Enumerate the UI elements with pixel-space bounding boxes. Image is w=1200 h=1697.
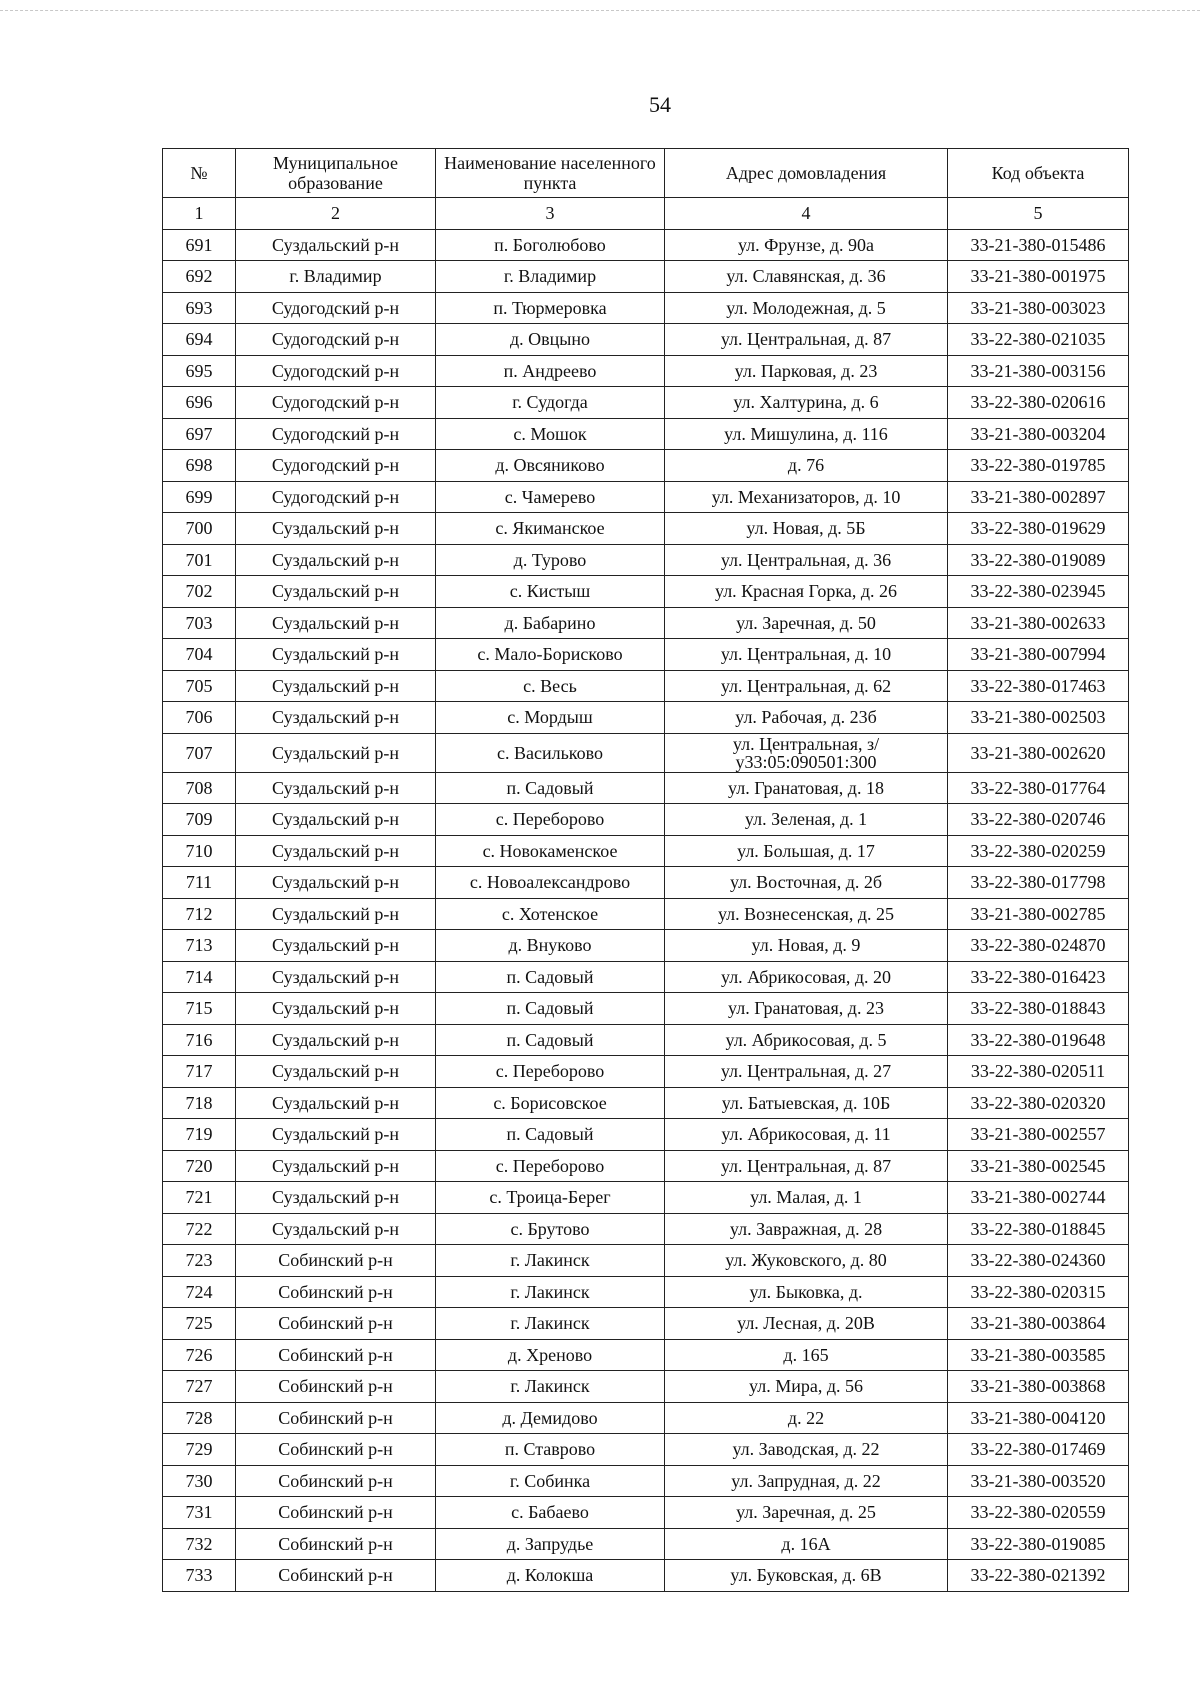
cell-object-code: 33-21-380-002545 — [948, 1150, 1129, 1182]
cell-object-code: 33-21-380-003023 — [948, 292, 1129, 324]
cell-number: 696 — [163, 387, 236, 419]
cell-settlement: п. Тюрмеровка — [436, 292, 665, 324]
cell-number: 732 — [163, 1528, 236, 1560]
cell-address: ул. Фрунзе, д. 90а — [665, 229, 948, 261]
cell-object-code: 33-22-380-021035 — [948, 324, 1129, 356]
table-body — [163, 229, 1129, 1591]
column-number: 5 — [948, 198, 1129, 230]
cell-settlement: п. Садовый — [436, 993, 665, 1025]
cell-object-code: 33-21-380-007994 — [948, 639, 1129, 671]
cell-address: ул. Быковка, д. — [665, 1276, 948, 1308]
table-row — [163, 670, 1129, 702]
cell-number: 733 — [163, 1560, 236, 1592]
cell-address: ул. Запрудная, д. 22 — [665, 1465, 948, 1497]
cell-object-code: 33-21-380-015486 — [948, 229, 1129, 261]
cell-number: 718 — [163, 1087, 236, 1119]
registry-table — [162, 148, 1129, 1592]
cell-municipality: Судогодский р-н — [236, 387, 436, 419]
table-row — [163, 292, 1129, 324]
cell-address: д. 22 — [665, 1402, 948, 1434]
cell-address: ул. Центральная, д. 36 — [665, 544, 948, 576]
table-row — [163, 1119, 1129, 1151]
cell-object-code: 33-22-380-018845 — [948, 1213, 1129, 1245]
cell-municipality: Судогодский р-н — [236, 324, 436, 356]
table-row — [163, 1308, 1129, 1340]
cell-number: 717 — [163, 1056, 236, 1088]
cell-settlement: с. Чамерево — [436, 481, 665, 513]
cell-settlement: д. Демидово — [436, 1402, 665, 1434]
cell-number: 723 — [163, 1245, 236, 1277]
table-row — [163, 1245, 1129, 1277]
header-municipality: Муниципальное образование — [236, 149, 436, 198]
cell-settlement: г. Лакинск — [436, 1371, 665, 1403]
cell-settlement: с. Мордыш — [436, 702, 665, 734]
cell-number: 694 — [163, 324, 236, 356]
cell-number: 699 — [163, 481, 236, 513]
cell-municipality: Собинский р-н — [236, 1276, 436, 1308]
table-row — [163, 261, 1129, 293]
cell-address: ул. Центральная, д. 27 — [665, 1056, 948, 1088]
table-row — [163, 481, 1129, 513]
cell-address: ул. Парковая, д. 23 — [665, 355, 948, 387]
cell-object-code: 33-21-380-002897 — [948, 481, 1129, 513]
cell-municipality: Суздальский р-н — [236, 1182, 436, 1214]
scan-top-edge — [0, 10, 1200, 11]
cell-object-code: 33-22-380-019085 — [948, 1528, 1129, 1560]
cell-address: ул. Батыевская, д. 10Б — [665, 1087, 948, 1119]
cell-object-code: 33-21-380-002503 — [948, 702, 1129, 734]
cell-settlement: с. Переборово — [436, 1150, 665, 1182]
cell-object-code: 33-22-380-016423 — [948, 961, 1129, 993]
cell-settlement: с. Переборово — [436, 1056, 665, 1088]
cell-settlement: с. Борисовское — [436, 1087, 665, 1119]
cell-object-code: 33-22-380-024360 — [948, 1245, 1129, 1277]
cell-object-code: 33-22-380-020559 — [948, 1497, 1129, 1529]
table-row — [163, 576, 1129, 608]
table-row — [163, 1056, 1129, 1088]
cell-object-code: 33-22-380-023945 — [948, 576, 1129, 608]
table-row — [163, 1024, 1129, 1056]
table-row — [163, 733, 1129, 772]
cell-municipality: Собинский р-н — [236, 1560, 436, 1592]
cell-number: 703 — [163, 607, 236, 639]
cell-settlement: с. Якиманское — [436, 513, 665, 545]
cell-settlement: с. Весь — [436, 670, 665, 702]
cell-number: 730 — [163, 1465, 236, 1497]
cell-address: ул. Гранатовая, д. 23 — [665, 993, 948, 1025]
page-number: 54 — [649, 92, 671, 117]
cell-object-code: 33-22-380-018843 — [948, 993, 1129, 1025]
cell-address: ул. Механизаторов, д. 10 — [665, 481, 948, 513]
cell-object-code: 33-21-380-003585 — [948, 1339, 1129, 1371]
table-row — [163, 961, 1129, 993]
table-row — [163, 387, 1129, 419]
cell-number: 692 — [163, 261, 236, 293]
header-address: Адрес домовладения — [665, 149, 948, 198]
cell-address: ул. Центральная, з/у33:05:090501:300 — [665, 733, 948, 772]
cell-number: 722 — [163, 1213, 236, 1245]
header-number: № — [163, 149, 236, 198]
cell-address: ул. Новая, д. 9 — [665, 930, 948, 962]
table-row — [163, 1150, 1129, 1182]
cell-settlement: с. Переборово — [436, 804, 665, 836]
cell-object-code: 33-22-380-020746 — [948, 804, 1129, 836]
cell-settlement: с. Брутово — [436, 1213, 665, 1245]
cell-number: 716 — [163, 1024, 236, 1056]
cell-settlement: г. Лакинск — [436, 1276, 665, 1308]
cell-settlement: д. Овсяниково — [436, 450, 665, 482]
table-row — [163, 607, 1129, 639]
cell-address: д. 16А — [665, 1528, 948, 1560]
cell-address: д. 165 — [665, 1339, 948, 1371]
cell-number: 705 — [163, 670, 236, 702]
cell-number: 707 — [163, 733, 236, 772]
cell-settlement: д. Турово — [436, 544, 665, 576]
cell-object-code: 33-22-380-019785 — [948, 450, 1129, 482]
cell-address: ул. Заводская, д. 22 — [665, 1434, 948, 1466]
cell-object-code: 33-21-380-003520 — [948, 1465, 1129, 1497]
table-row — [163, 1371, 1129, 1403]
cell-object-code: 33-22-380-020616 — [948, 387, 1129, 419]
table-row — [163, 1339, 1129, 1371]
cell-number: 693 — [163, 292, 236, 324]
cell-municipality: Собинский р-н — [236, 1528, 436, 1560]
cell-address: ул. Гранатовая, д. 18 — [665, 772, 948, 804]
cell-settlement: д. Бабарино — [436, 607, 665, 639]
cell-number: 708 — [163, 772, 236, 804]
cell-settlement: с. Васильково — [436, 733, 665, 772]
cell-municipality: Судогодский р-н — [236, 418, 436, 450]
cell-municipality: Суздальский р-н — [236, 607, 436, 639]
column-number: 1 — [163, 198, 236, 230]
cell-municipality: Суздальский р-н — [236, 670, 436, 702]
cell-object-code: 33-22-380-020511 — [948, 1056, 1129, 1088]
table-row — [163, 1276, 1129, 1308]
cell-object-code: 33-22-380-017798 — [948, 867, 1129, 899]
cell-settlement: г. Лакинск — [436, 1308, 665, 1340]
cell-address: ул. Лесная, д. 20В — [665, 1308, 948, 1340]
table-row — [163, 1560, 1129, 1592]
cell-municipality: Суздальский р-н — [236, 639, 436, 671]
cell-number: 726 — [163, 1339, 236, 1371]
cell-address: ул. Буковская, д. 6В — [665, 1560, 948, 1592]
table-row — [163, 1434, 1129, 1466]
table-row — [163, 229, 1129, 261]
cell-municipality: Суздальский р-н — [236, 544, 436, 576]
cell-address: ул. Мишулина, д. 116 — [665, 418, 948, 450]
cell-municipality: Собинский р-н — [236, 1371, 436, 1403]
cell-municipality: Суздальский р-н — [236, 1213, 436, 1245]
cell-settlement: с. Троица-Берег — [436, 1182, 665, 1214]
cell-municipality: Суздальский р-н — [236, 1087, 436, 1119]
table-row — [163, 993, 1129, 1025]
table-row — [163, 804, 1129, 836]
table-row — [163, 355, 1129, 387]
cell-municipality: Собинский р-н — [236, 1402, 436, 1434]
cell-number: 719 — [163, 1119, 236, 1151]
cell-number: 714 — [163, 961, 236, 993]
table-row — [163, 1402, 1129, 1434]
cell-object-code: 33-22-380-019629 — [948, 513, 1129, 545]
cell-settlement: п. Боголюбово — [436, 229, 665, 261]
cell-municipality: Суздальский р-н — [236, 229, 436, 261]
cell-settlement: г. Собинка — [436, 1465, 665, 1497]
cell-settlement: д. Колокша — [436, 1560, 665, 1592]
cell-municipality: Судогодский р-н — [236, 450, 436, 482]
cell-address: ул. Восточная, д. 2б — [665, 867, 948, 899]
cell-municipality: Суздальский р-н — [236, 1024, 436, 1056]
cell-municipality: Собинский р-н — [236, 1465, 436, 1497]
cell-address: ул. Славянская, д. 36 — [665, 261, 948, 293]
table-header-row — [163, 149, 1129, 198]
cell-object-code: 33-21-380-003868 — [948, 1371, 1129, 1403]
cell-settlement: п. Садовый — [436, 1119, 665, 1151]
cell-object-code: 33-21-380-003156 — [948, 355, 1129, 387]
table-row — [163, 544, 1129, 576]
cell-municipality: Собинский р-н — [236, 1308, 436, 1340]
table-row — [163, 1465, 1129, 1497]
cell-number: 706 — [163, 702, 236, 734]
cell-address: ул. Завражная, д. 28 — [665, 1213, 948, 1245]
cell-number: 695 — [163, 355, 236, 387]
cell-settlement: д. Овцыно — [436, 324, 665, 356]
cell-settlement: д. Запрудье — [436, 1528, 665, 1560]
table-row — [163, 450, 1129, 482]
cell-address: ул. Жуковского, д. 80 — [665, 1245, 948, 1277]
cell-number: 724 — [163, 1276, 236, 1308]
cell-municipality: Суздальский р-н — [236, 835, 436, 867]
cell-number: 712 — [163, 898, 236, 930]
cell-number: 711 — [163, 867, 236, 899]
cell-number: 698 — [163, 450, 236, 482]
cell-municipality: Суздальский р-н — [236, 733, 436, 772]
table-row — [163, 1182, 1129, 1214]
cell-object-code: 33-21-380-002785 — [948, 898, 1129, 930]
cell-settlement: с. Мало-Борисково — [436, 639, 665, 671]
cell-object-code: 33-22-380-017469 — [948, 1434, 1129, 1466]
column-number: 4 — [665, 198, 948, 230]
cell-municipality: Собинский р-н — [236, 1245, 436, 1277]
cell-settlement: п. Садовый — [436, 1024, 665, 1056]
cell-object-code: 33-22-380-020315 — [948, 1276, 1129, 1308]
cell-address: д. 76 — [665, 450, 948, 482]
cell-number: 727 — [163, 1371, 236, 1403]
cell-number: 731 — [163, 1497, 236, 1529]
cell-object-code: 33-21-380-002620 — [948, 733, 1129, 772]
table-row — [163, 1213, 1129, 1245]
cell-number: 709 — [163, 804, 236, 836]
cell-municipality: Суздальский р-н — [236, 576, 436, 608]
cell-settlement: д. Хреново — [436, 1339, 665, 1371]
table-row — [163, 324, 1129, 356]
cell-address: ул. Новая, д. 5Б — [665, 513, 948, 545]
cell-number: 702 — [163, 576, 236, 608]
cell-settlement: п. Ставрово — [436, 1434, 665, 1466]
cell-settlement: г. Владимир — [436, 261, 665, 293]
cell-settlement: г. Лакинск — [436, 1245, 665, 1277]
cell-municipality: Собинский р-н — [236, 1434, 436, 1466]
cell-address: ул. Абрикосовая, д. 11 — [665, 1119, 948, 1151]
cell-object-code: 33-22-380-020320 — [948, 1087, 1129, 1119]
column-number-row — [163, 198, 1129, 230]
cell-object-code: 33-22-380-017764 — [948, 772, 1129, 804]
cell-address: ул. Красная Горка, д. 26 — [665, 576, 948, 608]
cell-municipality: Суздальский р-н — [236, 898, 436, 930]
cell-number: 715 — [163, 993, 236, 1025]
cell-object-code: 33-22-380-019648 — [948, 1024, 1129, 1056]
cell-municipality: Суздальский р-н — [236, 804, 436, 836]
cell-settlement: п. Садовый — [436, 772, 665, 804]
cell-address: ул. Абрикосовая, д. 5 — [665, 1024, 948, 1056]
cell-municipality: Судогодский р-н — [236, 292, 436, 324]
table-row — [163, 702, 1129, 734]
cell-municipality: г. Владимир — [236, 261, 436, 293]
cell-municipality: Суздальский р-н — [236, 1119, 436, 1151]
cell-municipality: Суздальский р-н — [236, 772, 436, 804]
cell-settlement: с. Новокаменское — [436, 835, 665, 867]
column-number: 2 — [236, 198, 436, 230]
cell-address: ул. Зеленая, д. 1 — [665, 804, 948, 836]
cell-settlement: п. Андреево — [436, 355, 665, 387]
cell-address: ул. Центральная, д. 87 — [665, 324, 948, 356]
cell-number: 710 — [163, 835, 236, 867]
cell-object-code: 33-22-380-020259 — [948, 835, 1129, 867]
cell-number: 728 — [163, 1402, 236, 1434]
cell-address: ул. Центральная, д. 10 — [665, 639, 948, 671]
cell-municipality: Судогодский р-н — [236, 355, 436, 387]
cell-object-code: 33-22-380-017463 — [948, 670, 1129, 702]
cell-address: ул. Центральная, д. 62 — [665, 670, 948, 702]
cell-settlement: с. Мошок — [436, 418, 665, 450]
table-row — [163, 639, 1129, 671]
cell-object-code: 33-21-380-002744 — [948, 1182, 1129, 1214]
cell-address: ул. Рабочая, д. 23б — [665, 702, 948, 734]
cell-municipality: Суздальский р-н — [236, 513, 436, 545]
cell-municipality: Суздальский р-н — [236, 961, 436, 993]
cell-object-code: 33-22-380-021392 — [948, 1560, 1129, 1592]
cell-number: 697 — [163, 418, 236, 450]
cell-number: 729 — [163, 1434, 236, 1466]
cell-object-code: 33-21-380-004120 — [948, 1402, 1129, 1434]
cell-municipality: Собинский р-н — [236, 1497, 436, 1529]
cell-address: ул. Центральная, д. 87 — [665, 1150, 948, 1182]
cell-municipality: Судогодский р-н — [236, 481, 436, 513]
cell-object-code: 33-22-380-019089 — [948, 544, 1129, 576]
cell-settlement: п. Садовый — [436, 961, 665, 993]
column-number: 3 — [436, 198, 665, 230]
table-row — [163, 418, 1129, 450]
table-row — [163, 930, 1129, 962]
cell-address: ул. Абрикосовая, д. 20 — [665, 961, 948, 993]
cell-municipality: Суздальский р-н — [236, 1056, 436, 1088]
cell-municipality: Собинский р-н — [236, 1339, 436, 1371]
cell-number: 701 — [163, 544, 236, 576]
table-row — [163, 1528, 1129, 1560]
header-settlement: Наименование населенного пункта — [436, 149, 665, 198]
table-row — [163, 835, 1129, 867]
table-row — [163, 513, 1129, 545]
cell-address: ул. Заречная, д. 25 — [665, 1497, 948, 1529]
cell-object-code: 33-21-380-003864 — [948, 1308, 1129, 1340]
table-row — [163, 1087, 1129, 1119]
table-row — [163, 898, 1129, 930]
cell-number: 721 — [163, 1182, 236, 1214]
table-row — [163, 867, 1129, 899]
cell-number: 691 — [163, 229, 236, 261]
cell-address: ул. Халтурина, д. 6 — [665, 387, 948, 419]
header-object-code: Код объекта — [948, 149, 1129, 198]
cell-number: 713 — [163, 930, 236, 962]
cell-municipality: Суздальский р-н — [236, 993, 436, 1025]
cell-number: 704 — [163, 639, 236, 671]
cell-settlement: д. Внуково — [436, 930, 665, 962]
cell-address: ул. Мира, д. 56 — [665, 1371, 948, 1403]
cell-number: 725 — [163, 1308, 236, 1340]
cell-municipality: Суздальский р-н — [236, 867, 436, 899]
table-row — [163, 772, 1129, 804]
cell-municipality: Суздальский р-н — [236, 1150, 436, 1182]
cell-address: ул. Большая, д. 17 — [665, 835, 948, 867]
cell-number: 700 — [163, 513, 236, 545]
cell-object-code: 33-21-380-002557 — [948, 1119, 1129, 1151]
cell-address: ул. Вознесенская, д. 25 — [665, 898, 948, 930]
cell-object-code: 33-22-380-024870 — [948, 930, 1129, 962]
cell-municipality: Суздальский р-н — [236, 702, 436, 734]
cell-object-code: 33-21-380-001975 — [948, 261, 1129, 293]
cell-address: ул. Малая, д. 1 — [665, 1182, 948, 1214]
cell-object-code: 33-21-380-003204 — [948, 418, 1129, 450]
cell-settlement: с. Хотенское — [436, 898, 665, 930]
cell-settlement: г. Судогда — [436, 387, 665, 419]
cell-address: ул. Заречная, д. 50 — [665, 607, 948, 639]
cell-address: ул. Молодежная, д. 5 — [665, 292, 948, 324]
cell-settlement: с. Бабаево — [436, 1497, 665, 1529]
cell-municipality: Суздальский р-н — [236, 930, 436, 962]
cell-settlement: с. Новоалександрово — [436, 867, 665, 899]
cell-number: 720 — [163, 1150, 236, 1182]
table-row — [163, 1497, 1129, 1529]
cell-settlement: с. Кистыш — [436, 576, 665, 608]
cell-object-code: 33-21-380-002633 — [948, 607, 1129, 639]
